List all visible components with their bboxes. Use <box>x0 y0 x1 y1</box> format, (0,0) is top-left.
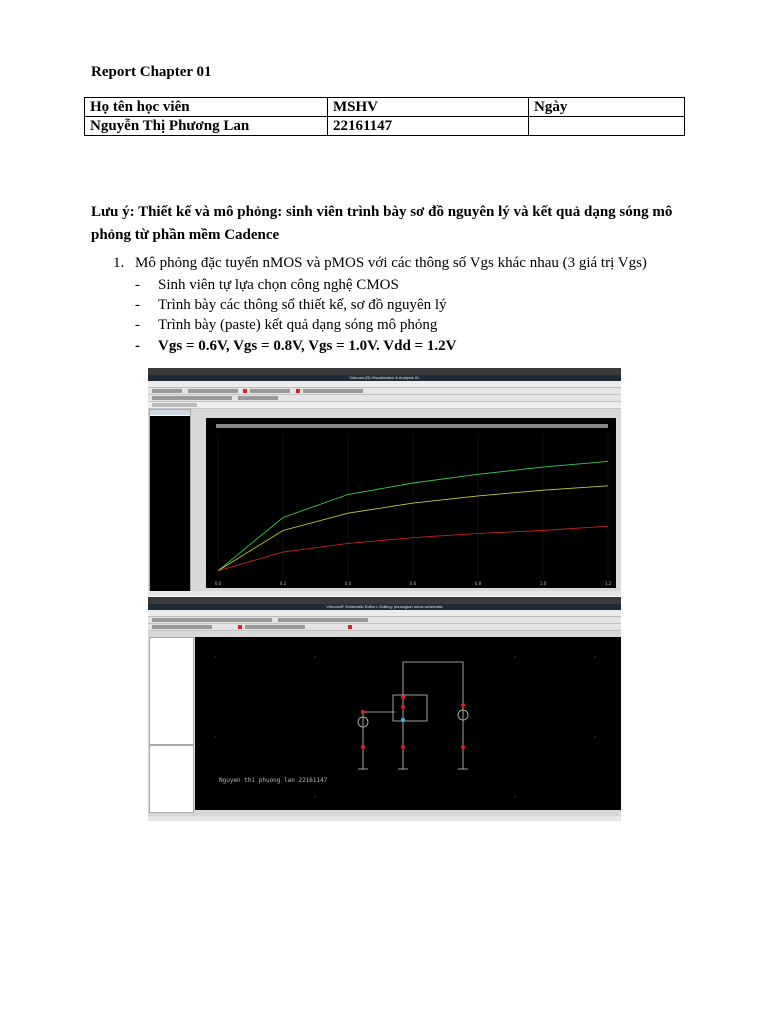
status-bar <box>148 591 621 596</box>
signal-list-panel[interactable] <box>149 409 191 591</box>
menu-bar <box>148 381 621 388</box>
x-tick-label: 0.0 <box>214 581 222 586</box>
schematic-screenshot <box>148 597 621 821</box>
x-tick-label: 1.2 <box>604 581 612 586</box>
note-paragraph: Lưu ý: Thiết kế và mô phỏng: sinh viên trình bày sơ đồ nguyên lý và kết quả dạng sóng mô phỏng từ phần mềm Cadence <box>91 204 673 243</box>
header-student-id: MSHV <box>328 98 529 117</box>
wire-vdd <box>403 662 463 732</box>
task-1-text: Mô phỏng đặc tuyến nMOS và pMOS với các thông số Vgs khác nhau (3 giá trị Vgs) <box>135 255 647 271</box>
x-tick-label: 0.6 <box>409 581 417 586</box>
report-title: Report Chapter 01 <box>91 64 212 80</box>
bullet-text: Vgs = 0.6V, Vgs = 0.8V, Vgs = 1.0V. Vdd = 1.2V <box>158 338 457 354</box>
header-name: Họ tên học viên <box>85 98 328 117</box>
desktop-top-bar <box>148 597 621 604</box>
bullet-text: Trình bày các thông số thiết kế, sơ đồ nguyên lý <box>158 297 447 313</box>
toolbar-2 <box>148 395 621 402</box>
cell-date <box>529 117 685 136</box>
window-title-bar: Virtuoso® Schematic Editor L Editing: phuonglan nmos schematic <box>148 604 621 610</box>
x-tick-label: 0.4 <box>344 581 352 586</box>
task-1-number: 1. <box>113 255 125 271</box>
schematic-wires <box>363 662 463 769</box>
voltage-sources <box>358 710 468 727</box>
waveform-plot[interactable] <box>206 418 616 588</box>
table-row <box>85 117 685 136</box>
student-info-table <box>84 97 685 136</box>
x-tick-label: 0.8 <box>474 581 482 586</box>
tab-bar <box>148 402 621 409</box>
schematic-svg <box>195 637 621 810</box>
x-tick-label: 0.2 <box>279 581 287 586</box>
toolbar-2 <box>148 624 621 631</box>
table-header-row <box>85 98 685 117</box>
plot-ticks <box>215 581 612 586</box>
bullet-text: Trình bày (paste) kết quả dạng sóng mô phỏng <box>158 317 438 333</box>
cell-student-id: 22161147 <box>328 117 529 136</box>
cell-name: Nguyễn Thị Phương Lan <box>85 117 328 136</box>
probe-point <box>401 718 405 722</box>
navigator-panel[interactable] <box>149 637 194 745</box>
plot-header-bar <box>216 424 608 428</box>
toolbar <box>148 388 621 395</box>
header-date: Ngày <box>529 98 685 117</box>
status-bar <box>148 816 621 821</box>
desktop-top-bar <box>148 368 621 375</box>
nmos-symbol <box>393 695 427 721</box>
schematic-annotation: Nguyen thi phuong lan 22161147 <box>219 777 328 784</box>
toolbar <box>148 617 621 624</box>
waveform-screenshot <box>148 368 621 596</box>
waveform-svg <box>206 418 616 588</box>
plot-grid <box>218 434 608 578</box>
window-title-bar: Virtuoso (R) Visualization & Analysis XL <box>148 375 621 381</box>
x-tick-label: 1.0 <box>539 581 547 586</box>
menu-bar <box>148 610 621 617</box>
schematic-canvas[interactable] <box>195 637 621 810</box>
pins <box>361 695 465 749</box>
bullet-text: Sinh viên tự lựa chọn công nghệ CMOS <box>158 277 399 293</box>
property-editor-panel[interactable] <box>149 745 194 813</box>
